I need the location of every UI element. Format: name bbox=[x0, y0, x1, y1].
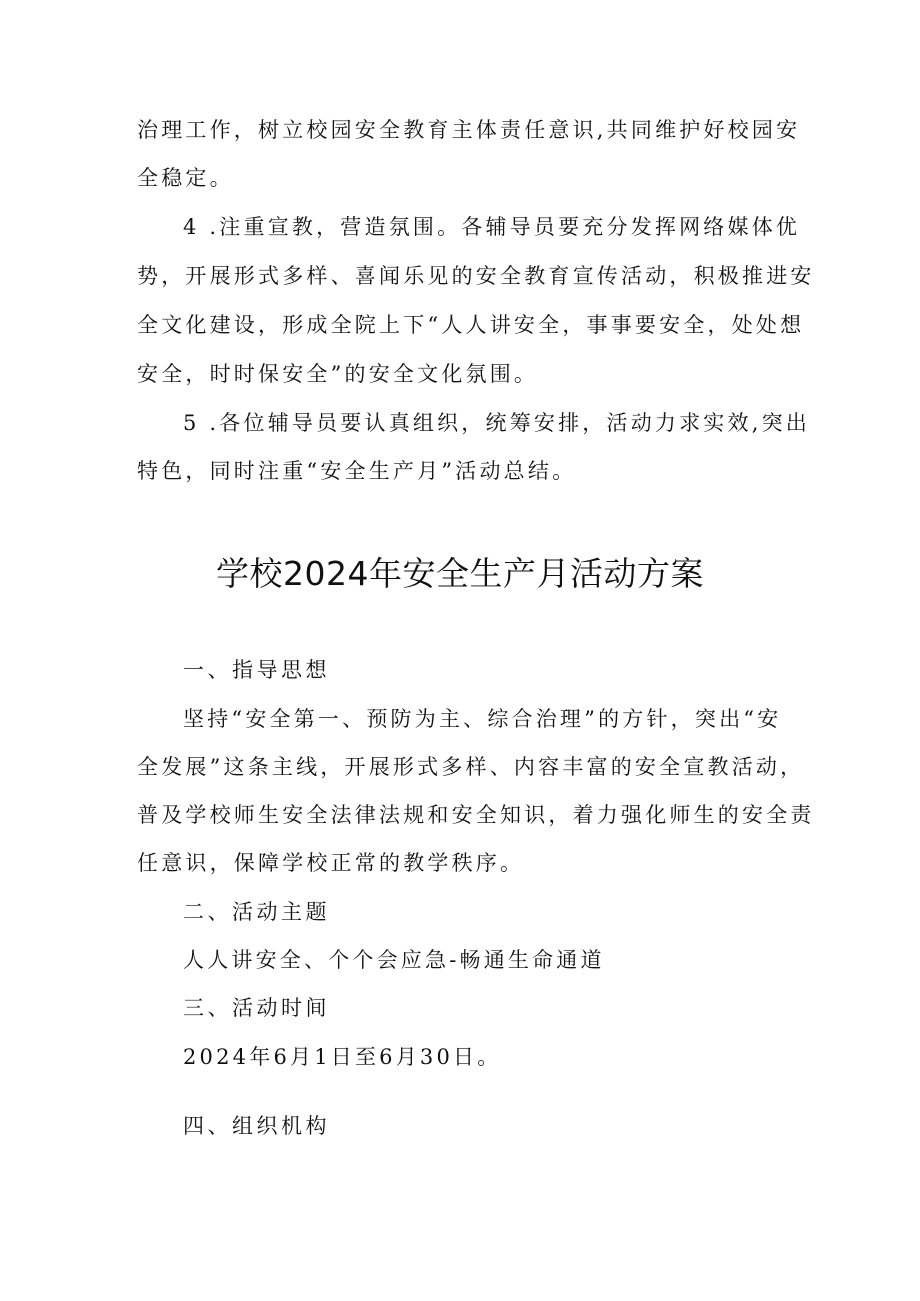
paragraph-line: 全文化建设，形成全院上下“人人讲安全，事事要安全，处处想 bbox=[137, 313, 805, 337]
paragraph-line: 治理工作，树立校园安全教育主体责任意识,共同维护好校园安 bbox=[137, 118, 801, 142]
paragraph-line: 坚持“安全第一、预防为主、综合治理”的方针，突出“安 bbox=[183, 707, 782, 731]
paragraph-line: 普及学校师生安全法律法规和安全知识，着力强化师生的安全责 bbox=[137, 803, 815, 827]
paragraph-line: 5 .各位辅导员要认真组织，统筹安排，活动力求实效,突出 bbox=[183, 411, 810, 435]
section-heading: 三、活动时间 bbox=[183, 996, 330, 1020]
paragraph-line: 人人讲安全、个个会应急-畅通生命通道 bbox=[183, 948, 605, 972]
paragraph-line: 安全，时时保安全”的安全文化氛围。 bbox=[137, 362, 539, 386]
paragraph-line: 势，开展形式多样、喜闻乐见的安全教育宣传活动，积极推进安 bbox=[137, 264, 815, 288]
document-title: 学校2024年安全生产月活动方案 bbox=[216, 554, 704, 593]
section-heading: 二、活动主题 bbox=[183, 900, 330, 924]
paragraph-line: 4 .注重宣教，营造氛围。各辅导员要充分发挥网络媒体优 bbox=[183, 215, 801, 239]
paragraph-line: 全发展”这条主线，开展形式多样、内容丰富的安全宣教活动， bbox=[137, 755, 805, 779]
paragraph-line: 2024年6月1日至6月30日。 bbox=[183, 1045, 502, 1069]
paragraph-line: 全稳定。 bbox=[137, 166, 234, 190]
section-heading: 一、指导思想 bbox=[183, 658, 330, 682]
section-heading: 四、组织机构 bbox=[183, 1114, 330, 1138]
paragraph-line: 任意识，保障学校正常的教学秩序。 bbox=[137, 851, 525, 875]
paragraph-line: 特色，同时注重“安全生产月”活动总结。 bbox=[137, 459, 577, 483]
